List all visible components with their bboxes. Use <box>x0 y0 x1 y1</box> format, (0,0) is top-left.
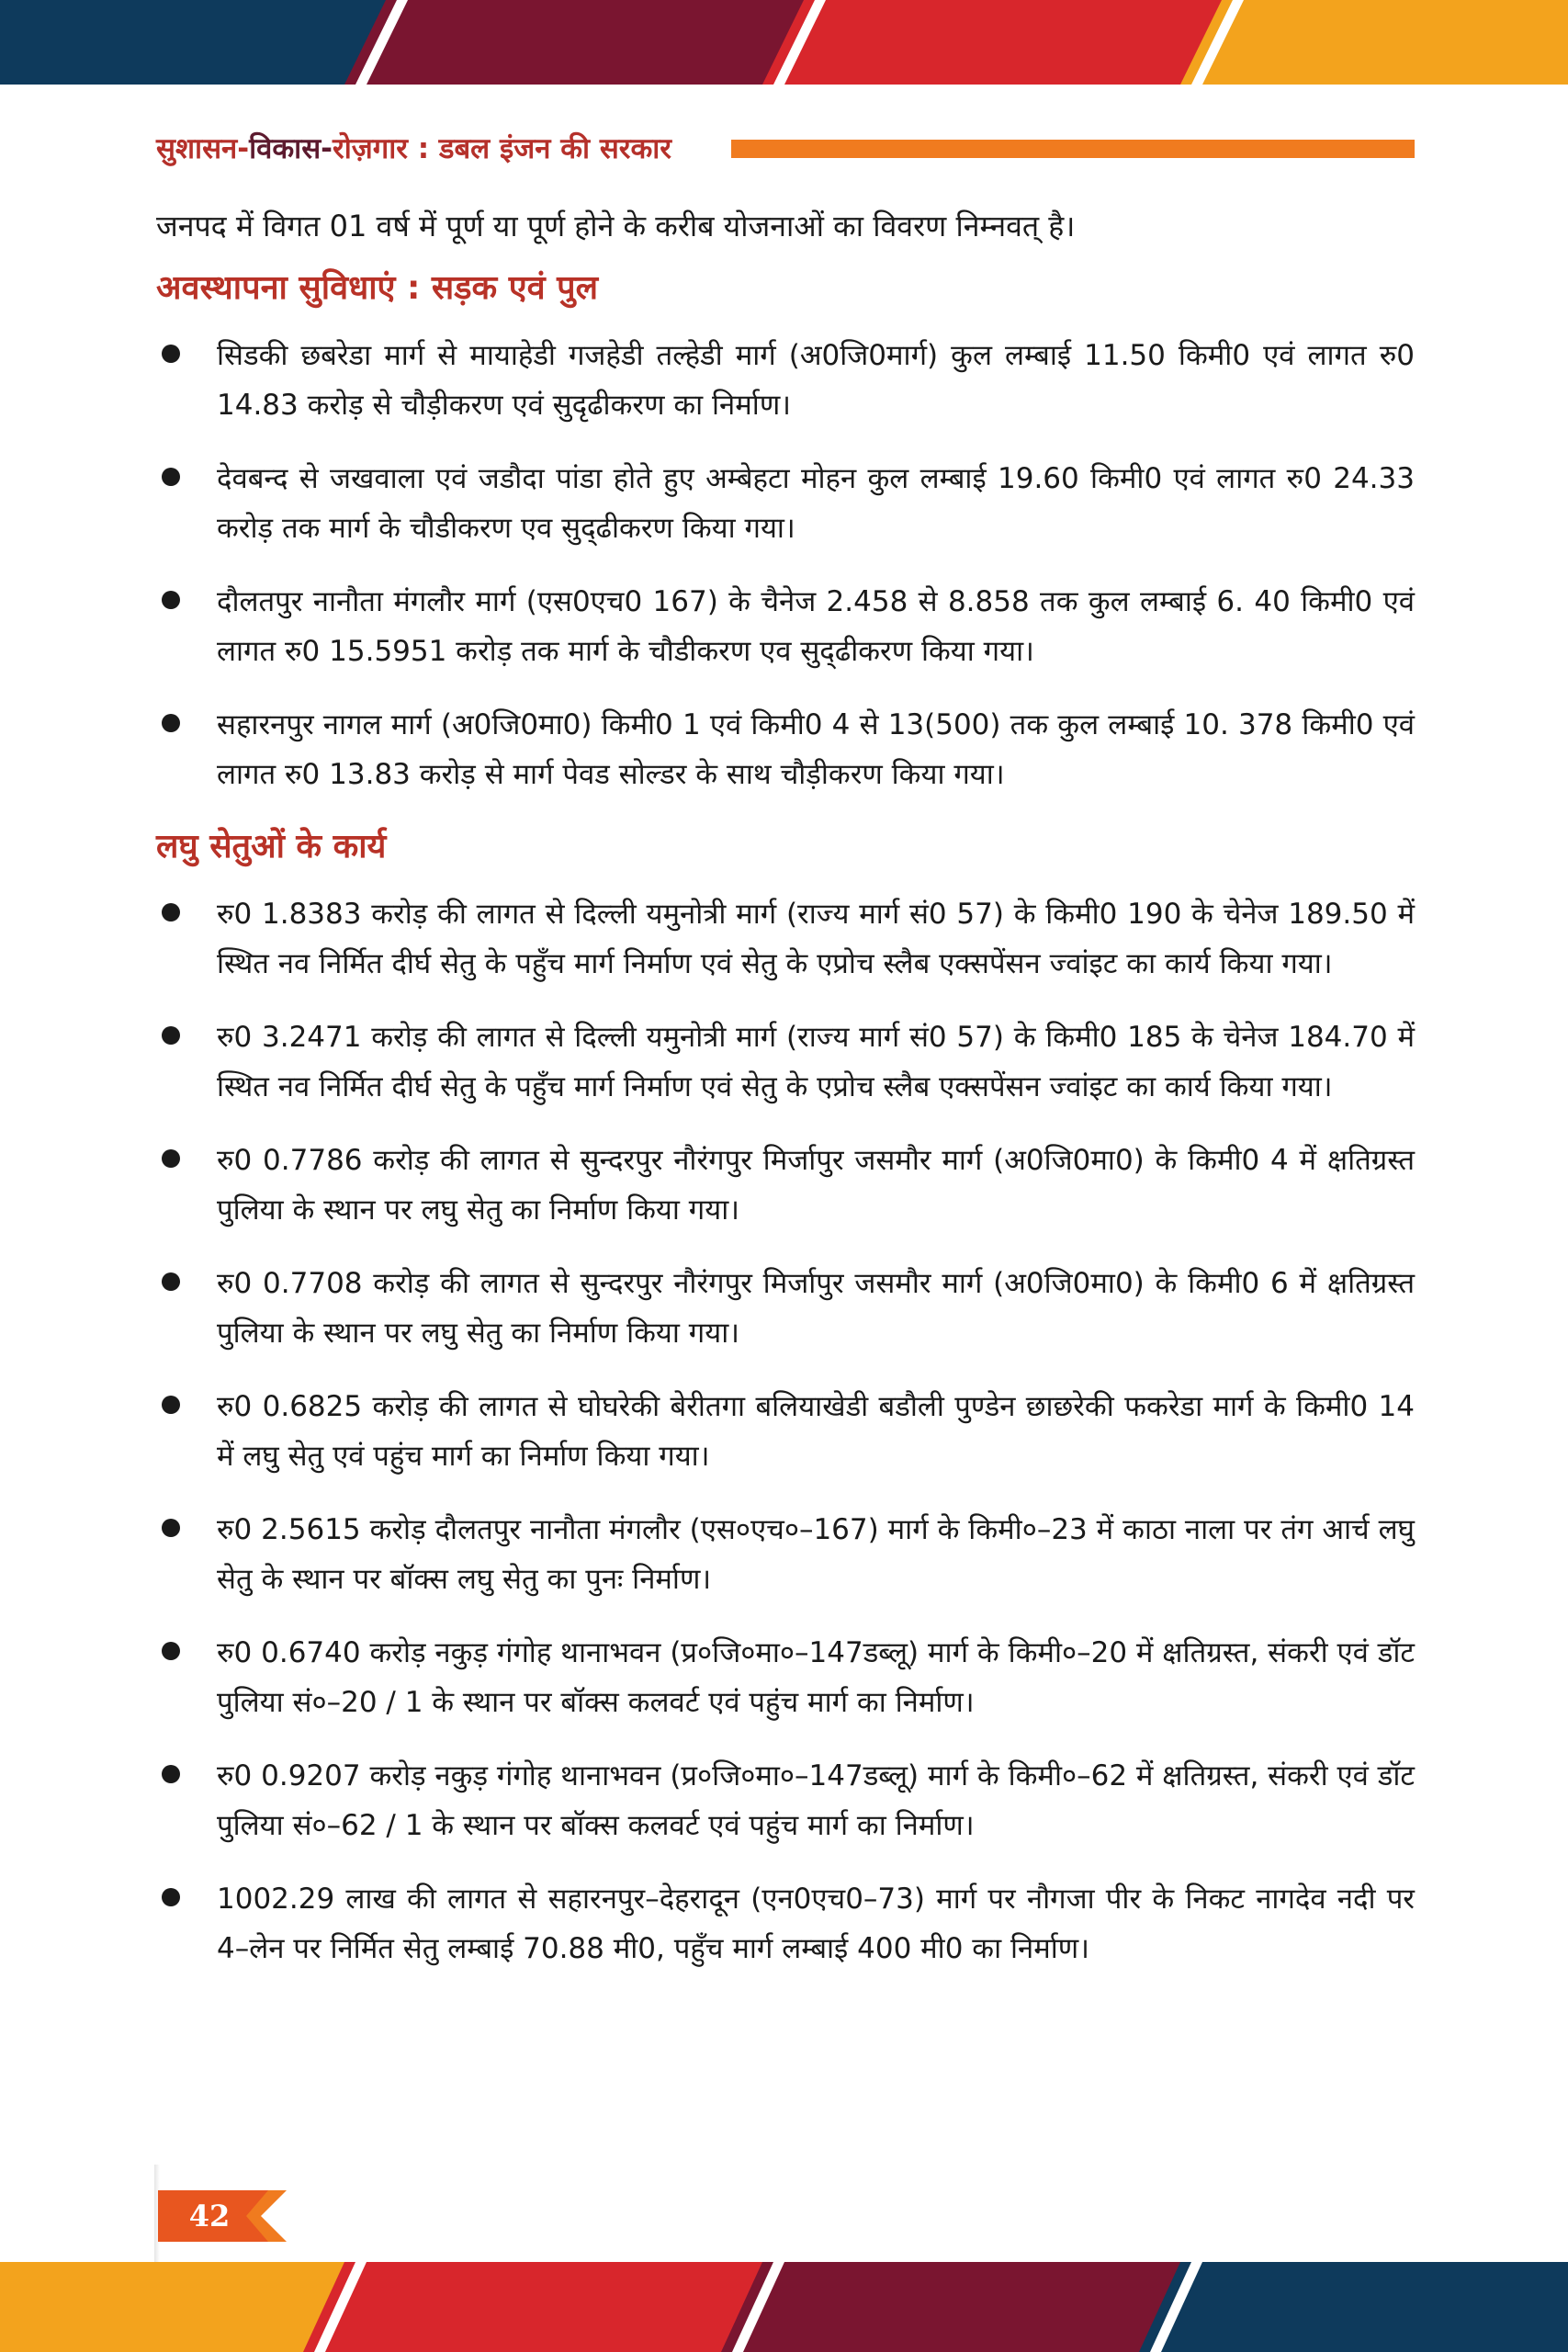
list-item-text: सहारनपुर नागल मार्ग (अ0जि0मा0) किमी0 1 एवं किमी0 4 से 13(500) तक कुल लम्बाई 10. 378 किमी0 एवं लागत रु0 13.83 करोड़ से मार्ग पेवड सोल्डर के साथ चौड़ीकरण किया गया। <box>217 708 1415 791</box>
list-item-text: सिडकी छबरेडा मार्ग से मायाहेडी गजहेडी तल्हेडी मार्ग (अ0जि0मार्ग) कुल लम्बाई 11.50 किमी0 एवं लागत रु0 14.83 करोड़ से चौड़ीकरण एवं सुदृढीकरण का निर्माण। <box>217 339 1415 422</box>
bullet-icon <box>162 903 180 922</box>
list-item-text: देवबन्द से जखवाला एवं जडौदा पांडा होते हुए अम्बेहटा मोहन कुल लम्बाई 19.60 किमी0 एवं लागत रु0 24.33 करोड़ तक मार्ग के चौडीकरण एव सुद्ढीकरण किया गया। <box>217 462 1415 545</box>
list-item-text: रु0 2.5615 करोड़ दौलतपुर नानौता मंगलौर (एस०एच०–167) मार्ग के किमी०–23 में काठा नाला पर तंग आर्च लघु सेतु के स्थान पर बॉक्स लघु सेतु का पुनः निर्माण। <box>217 1513 1415 1596</box>
bullet-icon <box>162 1149 180 1168</box>
bullet-icon <box>162 591 180 609</box>
list-item-text: रु0 0.6740 करोड़ नकुड़ गंगोह थानाभवन (प्र०जि०मा०–147डब्लू) मार्ग के किमी०–20 में क्षतिग्रस्त, संकरी एवं डॉट पुलिया सं०–20 / 1 के स्थान पर बॉक्स कलवर्ट एवं पहुंच मार्ग का निर्माण। <box>217 1636 1415 1719</box>
list-item <box>156 1012 1415 1112</box>
top-color-band <box>0 0 1568 85</box>
header-title-part2: विकास- <box>249 132 333 165</box>
bullet-icon <box>162 1026 180 1045</box>
list-item <box>156 1382 1415 1481</box>
list-item-text: रु0 1.8383 करोड़ की लागत से दिल्ली यमुनोत्री मार्ग (राज्य मार्ग सं0 57) के किमी0 190 के चेनेज 189.50 में स्थित नव निर्मित दीर्घ सेतु के पहुँच मार्ग निर्माण एवं सेतु के एप्रोच स्लैब एक्सपेंसन ज्वांइट का कार्य किया गया। <box>217 898 1415 980</box>
list-item-text: रु0 3.2471 करोड़ की लागत से दिल्ली यमुनोत्री मार्ग (राज्य मार्ग सं0 57) के किमी0 185 के चेनेज 184.70 में स्थित नव निर्मित दीर्घ सेतु के पहुँच मार्ग निर्माण एवं सेतु के एप्रोच स्लैब एक्सपेंसन ज्वांइट का कार्य किया गया। <box>217 1021 1415 1103</box>
header-title-part3: रोज़गार : डबल इंजन की सरकार <box>333 132 671 165</box>
page-number: 42 <box>188 2199 231 2233</box>
list-item <box>156 1136 1415 1235</box>
list-item <box>156 1259 1415 1358</box>
list-item <box>156 889 1415 989</box>
bullet-icon <box>162 1519 180 1537</box>
header-rule <box>731 140 1415 158</box>
list-item <box>156 1628 1415 1727</box>
list-item <box>156 1505 1415 1604</box>
roads-list <box>156 331 1415 799</box>
bottom-color-band <box>0 2262 1568 2352</box>
page-header <box>156 127 1415 171</box>
bullet-icon <box>162 1396 180 1414</box>
bullet-icon <box>162 468 180 486</box>
main-content <box>156 204 1415 1997</box>
list-item <box>156 577 1415 676</box>
list-item-text: 1002.29 लाख की लागत से सहारनपुर–देहरादून (एन0एच0–73) मार्ग पर नौगजा पीर के निकट नागदेव नदी पर 4–लेन पर निर्मित सेतु लम्बाई 70.88 मी0, पहुँच मार्ग लम्बाई 400 मी0 का निर्माण। <box>217 1883 1415 1965</box>
bullet-icon <box>162 1765 180 1783</box>
bridges-list <box>156 889 1415 1973</box>
page-number-tab <box>158 2190 287 2242</box>
list-item-text: रु0 0.7708 करोड़ की लागत से सुन्दरपुर नौरंगपुर मिर्जापुर जसमौर मार्ग (अ0जि0मा0) के किमी0 6 में क्षतिग्रस्त पुलिया के स्थान पर लघु सेतु का निर्माण किया गया। <box>217 1267 1415 1350</box>
list-item-text: रु0 0.6825 करोड़ की लागत से घोघरेकी बेरीतगा बलियाखेडी बडौली पुण्डेन छाछरेकी फकरेडा मार्ग के किमी0 14 में लघु सेतु एवं पहुंच मार्ग का निर्माण किया गया। <box>217 1390 1415 1473</box>
bullet-icon <box>162 1642 180 1660</box>
intro-text: जनपद में विगत 01 वर्ष में पूर्ण या पूर्ण होने के करीब योजनाओं का विवरण निम्नवत् है। <box>156 209 1076 243</box>
list-item <box>156 1874 1415 1973</box>
bullet-icon <box>162 345 180 363</box>
list-item-text: रु0 0.9207 करोड़ नकुड़ गंगोह थानाभवन (प्र०जि०मा०–147डब्लू) मार्ग के किमी०–62 में क्षतिग्रस्त, संकरी एवं डॉट पुलिया सं०–62 / 1 के स्थान पर बॉक्स कलवर्ट एवं पहुंच मार्ग का निर्माण। <box>217 1759 1415 1842</box>
top-band-graphic <box>0 0 1568 85</box>
bullet-icon <box>162 1888 180 1906</box>
bottom-band-graphic <box>0 2262 1568 2352</box>
bullet-icon <box>162 714 180 732</box>
header-title-part1: सुशासन- <box>156 132 250 165</box>
section-heading-minor-bridges: लघु सेतुओं के कार्य <box>156 828 387 865</box>
list-item <box>156 454 1415 553</box>
list-item-text: रु0 0.7786 करोड़ की लागत से सुन्दरपुर नौरंगपुर मिर्जापुर जसमौर मार्ग (अ0जि0मा0) के किमी0 4 में क्षतिग्रस्त पुलिया के स्थान पर लघु सेतु का निर्माण किया गया। <box>217 1144 1415 1227</box>
header-title <box>156 127 671 171</box>
list-item <box>156 700 1415 799</box>
bullet-icon <box>162 1272 180 1291</box>
list-item-text: दौलतपुर नानौता मंगलौर मार्ग (एस0एच0 167) के चैनेज 2.458 से 8.858 तक कुल लम्बाई 6. 40 किमी0 एवं लागत रु0 15.5951 करोड़ तक मार्ग के चौडीकरण एव सुद्ढीकरण किया गया। <box>217 585 1415 668</box>
list-item <box>156 331 1415 430</box>
list-item <box>156 1751 1415 1850</box>
section-heading-roads: अवस्थापना सुविधाएं : सड़क एवं पुल <box>156 269 599 307</box>
